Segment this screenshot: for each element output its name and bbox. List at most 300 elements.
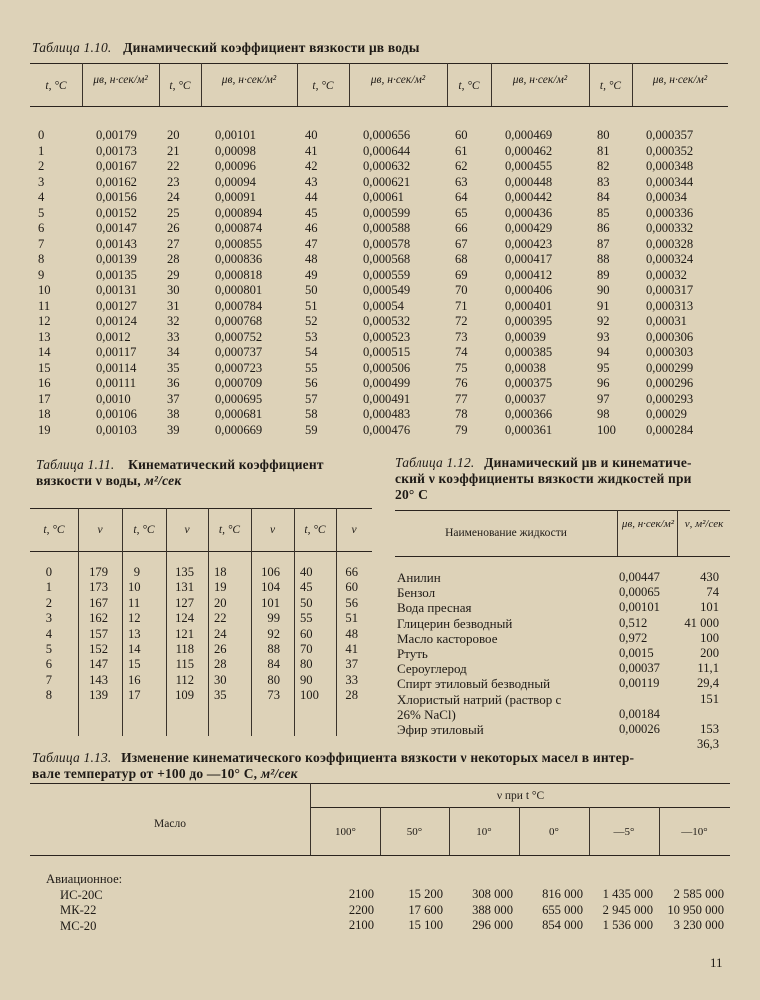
t11-cell: 56 [345,595,358,610]
t10-cell: 33 [167,329,180,344]
t10-cell: 79 [455,422,468,437]
t10-cell: 0,000429 [505,221,553,235]
t11-cell: 80 [300,657,313,672]
t10-header: μв, н·сек/м² [370,74,426,86]
t12-caption [395,455,735,503]
t13-header-oil: Масло [154,818,186,830]
t11-cell: 26 [214,642,227,657]
t10-header: t, °C [312,80,334,92]
t12-row-nu: 101 [700,600,719,615]
t10-cell: 94 [597,345,610,359]
t11-cell: 16 [128,672,141,687]
t10-cell: 84 [597,190,610,204]
t10-cell: 25 [167,205,180,220]
t12-header-mu: μв, н·сек/м² [621,518,675,530]
t11-column [170,565,194,704]
t10-cell: 70 [455,283,468,297]
t10-cell: 81 [597,143,610,158]
t11-cell: 0 [45,565,52,579]
t10-cell: 0,000417 [505,252,553,266]
t10-cell: 56 [305,376,318,390]
t11-cell: 50 [300,595,313,610]
t12-caption-text-3: 20° С [395,487,429,502]
t10-cell: 54 [305,345,318,359]
t10-cell: 41 [305,143,318,158]
t10-cell: 0,000499 [363,376,411,390]
t11-cell: 14 [128,642,141,657]
t10-cell: 0,000568 [363,252,411,266]
t10-caption [32,40,420,56]
t10-cell: 0,000348 [646,159,694,173]
t13-cell: 2 585 000 [673,887,724,901]
t10-cell: 0,000695 [215,391,263,406]
t10-cell: 0,00038 [505,360,546,375]
t13-column [449,887,513,934]
t11-cell: 162 [89,611,108,626]
t10-cell: 0,000836 [215,252,263,266]
t10-cell: 46 [305,221,318,235]
t11-header: t, °C [43,524,65,536]
t11-cell: 118 [175,642,194,657]
t12-row-nu: 151 [700,691,719,706]
t10-cell: 35 [167,360,180,375]
t10-cell: 0,000621 [363,174,411,189]
t12-caption-text-1: Динамический μв и кинематиче- [484,455,692,470]
t12-row-name: Хлористый натрий (раствор с [397,691,562,707]
t11-cell: 106 [261,565,280,579]
t10-cell: 0,00098 [215,143,256,158]
t10-cell: 0,000352 [646,143,694,158]
t12-nu-values [679,570,719,752]
t11-cell: 115 [175,657,194,672]
t10-column [505,128,583,438]
t11-caption [36,457,376,489]
t13-cell: 15 200 [408,887,443,901]
t12-header-name: Наименование жидкости [445,527,567,539]
t11-cell: 51 [345,611,358,626]
t10-cell: 100 [597,422,616,437]
t10-cell: 95 [597,360,610,375]
t11-cell: 121 [175,626,194,641]
t10-cell: 37 [167,391,180,406]
t10-cell: 0,000784 [215,298,263,313]
t10-cell: 31 [167,298,180,313]
t11-cell: 20 [214,595,227,610]
t11-header: ν [351,524,357,536]
t10-caption-num: Таблица 1.10. [32,40,112,55]
t11-header: t, °C [304,524,326,536]
t10-cell: 10 [38,283,51,297]
t10-cell: 73 [455,329,468,344]
t10-cell: 74 [455,345,468,359]
t10-cell: 0,00037 [505,391,546,406]
t10-cell: 89 [597,267,610,282]
t10-cell: 0,000737 [215,345,263,359]
t10-cell: 26 [167,221,180,235]
t12-row-mu: 0,00065 [619,585,660,600]
t13-cell: 2100 [348,918,374,932]
t10-cell: 0,000874 [215,221,263,235]
t10-cell: 64 [455,190,468,204]
t10-cell: 60 [455,128,468,142]
t10-cell: 0,00039 [505,329,546,344]
t10-cell: 0,00103 [96,422,137,437]
t10-cell: 0,000578 [363,236,411,251]
t11-header: ν [97,524,103,536]
t10-cell: 0,00034 [646,190,687,204]
t13-temp-header: —10° [681,826,708,838]
t10-cell: 0,000313 [646,298,694,313]
t10-cell: 0,000894 [215,205,263,220]
t11-cell: 127 [175,595,194,610]
t10-cell: 82 [597,159,610,173]
t11-header: ν [184,524,190,536]
t10-cell: 85 [597,205,610,220]
t10-cell: 90 [597,283,610,297]
t12-row-mu: 0,00119 [619,676,660,691]
t12-row-mu: 0,00037 [619,661,660,676]
t10-cell: 0,000336 [646,205,694,220]
t10-cell: 9 [38,267,45,282]
t12-row-nu: 153 [700,722,719,737]
t10-cell: 0,000385 [505,345,553,359]
t11-header: t, °C [218,524,241,536]
t11-cell: 99 [267,611,280,626]
t12-row-name: Анилин [397,570,441,585]
t11-cell: 37 [345,657,358,672]
t13-column [659,887,724,934]
t10-cell: 23 [167,174,180,189]
t10-cell: 0,000506 [363,360,411,375]
t11-cell: 179 [89,565,108,579]
t11-cell: 6 [45,657,52,672]
t11-cell: 143 [89,672,108,687]
t11-divider [122,508,123,736]
t12-row-mu: 0,972 [619,630,648,645]
t10-cell: 0,000406 [505,283,553,297]
t12-row-name: Эфир этиловый [397,722,484,738]
t10-cell: 0,000357 [646,128,694,142]
t10-cell: 0 [38,128,45,142]
t10-cell: 63 [455,174,468,189]
t13-temp-header: 100° [335,826,356,838]
t10-cell: 0,00143 [96,236,137,251]
t10-top-rule [30,63,728,64]
t10-cell: 65 [455,205,468,220]
t13-cell: 15 100 [408,918,443,932]
t10-cell: 0,000644 [363,143,411,158]
t10-cell: 0,00156 [96,190,137,204]
t11-cell: 28 [214,657,227,672]
t13-caption-unit: м²/сек [260,766,298,781]
t10-cell: 0,000476 [363,422,411,437]
t10-cell: 0,000483 [363,407,411,421]
t11-cell: 24 [214,626,227,641]
t13-temp-header: 50° [406,826,423,838]
t10-cell: 0,000818 [215,267,263,282]
t10-cell: 0,000401 [505,298,553,313]
t10-cell: 0,000469 [505,128,553,142]
t11-cell: 109 [175,688,194,703]
t11-header: ν [269,524,276,536]
t10-cell: 75 [455,360,468,375]
t10-cell: 0,000423 [505,236,553,251]
t11-cell: 66 [345,565,358,579]
t13-cell: 308 000 [472,887,513,901]
t13-cell: 2 945 000 [602,902,653,917]
t11-top-rule [30,508,372,509]
t11-cell: 48 [345,626,358,641]
t11-cell: 60 [345,580,358,595]
t11-cell: 15 [128,657,141,672]
t12-row-mu: 0,00447 [619,570,660,584]
t10-cell: 0,000462 [505,143,553,158]
t10-cell: 0,00124 [96,314,137,328]
t10-cell: 96 [597,376,610,390]
t11-cell: 1 [45,580,52,595]
t10-cell: 5 [38,205,45,220]
t10-cell: 48 [305,252,318,266]
t10-cell: 91 [597,298,610,313]
t11-caption-unit: м²/сек [144,473,182,488]
t10-cell: 50 [305,283,318,297]
t11-cell: 84 [267,657,280,672]
t11-cell: 60 [300,626,313,641]
t10-cell: 98 [597,407,610,421]
t10-cell: 51 [305,298,318,313]
t11-column [82,565,108,704]
t10-cell: 20 [167,128,180,142]
t11-cell: 33 [345,672,358,687]
t11-cell: 88 [267,642,280,657]
t13-group-rule [311,807,730,808]
t10-cell: 13 [38,329,51,344]
t11-cell: 2 [45,595,52,610]
t11-cell: 8 [45,688,52,703]
t12-top-rule [395,510,730,511]
t10-cell: 0,00061 [363,190,404,204]
t11-cell: 101 [261,595,280,610]
t12-row-nu [679,707,719,722]
t12-row-name: Сероуглерод [397,661,467,677]
t10-cell: 0,00029 [646,407,687,421]
t12-divider-1 [617,510,618,556]
t10-cell: 0,000442 [505,190,553,204]
t10-cell: 43 [305,174,318,189]
t12-row-name: Ртуть [397,646,428,662]
t10-cell: 0,000344 [646,174,694,189]
t10-cell: 0,000599 [363,205,411,220]
t11-cell: 12 [128,611,141,626]
t10-cell: 78 [455,407,468,421]
t11-cell: 3 [45,611,52,626]
t10-cell: 61 [455,143,468,158]
t10-cell: 11 [38,298,51,313]
t12-row-name: 26% NaCl) [397,706,456,722]
t11-cell: 4 [45,626,52,641]
t10-cell: 30 [167,283,180,297]
t10-header: t, °C [45,80,67,92]
t10-cell: 0,00101 [215,128,256,142]
t12-names [397,570,617,737]
t10-cell: 92 [597,314,610,328]
t10-cell: 49 [305,267,318,282]
t13-cell: 854 000 [542,918,583,932]
t10-cell: 36 [167,376,180,390]
t13-cell: 2100 [348,887,374,901]
t11-cell: 13 [128,626,141,641]
t11-caption-text-2: вязкости ν воды, [36,473,141,488]
t10-column [167,128,187,438]
t12-header-rule [395,556,730,557]
t10-cell: 4 [38,190,45,204]
t10-cell: 0,00135 [96,267,137,282]
t10-header: t, °C [599,80,622,92]
t10-cell: 0,00096 [215,159,256,173]
t11-cell: 30 [214,672,227,687]
t10-cell: 59 [305,422,318,437]
t10-cell: 72 [455,314,468,328]
t10-cell: 0,00054 [363,298,404,313]
t10-cell: 0,00167 [96,159,137,173]
t10-cell: 0,00173 [96,143,137,158]
t10-cell: 77 [455,391,468,406]
t10-cell: 83 [597,174,610,189]
t10-column [363,128,441,438]
t10-header: μв, н·сек/м² [512,74,568,86]
t10-column [215,128,291,438]
t12-row-mu: 0,00184 [619,706,660,721]
t10-column [455,128,477,438]
t10-cell: 88 [597,252,610,266]
t10-cell: 0,00032 [646,267,687,282]
t10-cell: 80 [597,128,610,142]
t11-cell: 28 [345,688,358,703]
t11-divider [251,508,252,736]
t10-cell: 0,000532 [363,314,411,328]
t10-cell: 0,000366 [505,407,553,421]
t12-row-mu: 0,00101 [619,600,660,615]
t12-row-mu: 0,00026 [619,722,660,737]
t10-cell: 0,00147 [96,221,137,235]
t10-cell: 0,000669 [215,422,263,437]
t12-row-name: Спирт этиловый безводный [397,676,551,692]
t10-header: μв, н·сек/м² [93,74,148,86]
t13-row-name: ИС-20С [60,887,103,902]
t10-cell: 32 [167,314,180,328]
t10-cell: 2 [38,159,45,173]
t10-cell: 3 [38,174,45,189]
t11-column [214,565,225,704]
t11-cell: 55 [300,611,313,626]
t10-cell: 0,000299 [646,360,694,375]
t10-cell: 0,000549 [363,283,411,297]
t11-cell: 73 [267,688,280,703]
t11-cell: 45 [300,580,313,595]
t10-cell: 0,000328 [646,236,694,251]
t10-cell: 0,00111 [96,376,136,390]
t11-cell: 112 [175,672,194,687]
t10-cell: 0,000515 [363,345,411,359]
t10-cell: 34 [167,345,180,359]
t10-header-rule [30,106,728,107]
t10-cell: 69 [455,267,468,282]
t13-header-rule [30,855,730,856]
t13-names [46,872,246,934]
t10-cell: 12 [38,314,51,328]
t10-cell: 22 [167,159,180,173]
t10-cell: 86 [597,221,610,235]
t13-column [589,887,653,934]
t11-divider [78,508,79,736]
t11-cell: 135 [175,565,194,579]
t11-divider [166,508,167,736]
t12-row-nu: 100 200 [700,630,719,661]
t11-cell: 5 [45,642,52,657]
t13-cell: 655 000 [542,902,583,917]
t10-cell: 93 [597,329,610,344]
t10-cell: 18 [38,407,51,421]
t13-cell: 2200 [348,902,374,917]
t10-cell: 0,00139 [96,252,137,266]
t10-cell: 0,000412 [505,267,553,282]
t11-cell: 40 [300,565,313,579]
t10-cell: 0,000523 [363,329,411,344]
t12-row-mu: 0,512 [619,615,648,630]
t11-divider [208,508,209,736]
t13-cell: 388 000 [472,902,513,917]
t10-cell: 0,00091 [215,190,256,204]
t10-cell: 0,00094 [215,174,256,189]
t11-cell: 35 [214,688,227,703]
t10-column [305,128,335,438]
t10-cell: 0,000361 [505,422,553,437]
t11-cell: 147 [89,657,108,672]
t10-column [646,128,722,438]
t10-cell: 0,000855 [215,236,263,251]
t10-cell: 15 [38,360,51,375]
t13-cell: 17 600 [408,902,443,917]
t10-cell: 0,0012 [96,329,131,344]
t10-cell: 0,000324 [646,252,694,266]
t10-cell: 0,00114 [96,360,137,375]
t10-cell: 0,000632 [363,159,411,173]
t11-caption-num: Таблица 1.11. [36,457,115,472]
page-number: 11 [710,955,723,970]
t10-cell: 47 [305,236,318,251]
t10-cell: 29 [167,267,180,282]
t10-cell: 0,00031 [646,314,687,328]
t10-cell: 0,000375 [505,376,553,390]
t11-cell: 173 [89,580,108,595]
t10-cell: 0,00152 [96,205,137,220]
t11-header-rule [30,551,372,552]
t11-divider [336,508,337,736]
t13-row-name: МК-22 [60,903,97,917]
t11-cell: 80 [267,672,280,687]
t11-cell: 11 [128,595,141,610]
t13-column [311,887,374,934]
t13-temp-header: 0° [549,826,559,838]
t13-temp-header: —5° [613,826,635,838]
t10-cell: 52 [305,314,318,328]
t10-cell: 0,00117 [96,345,137,359]
t10-cell: 40 [305,128,318,142]
t10-cell: 0,000588 [363,221,411,235]
t10-cell: 0,000306 [646,329,694,344]
t10-cell: 97 [597,391,610,406]
t13-caption [32,750,732,782]
